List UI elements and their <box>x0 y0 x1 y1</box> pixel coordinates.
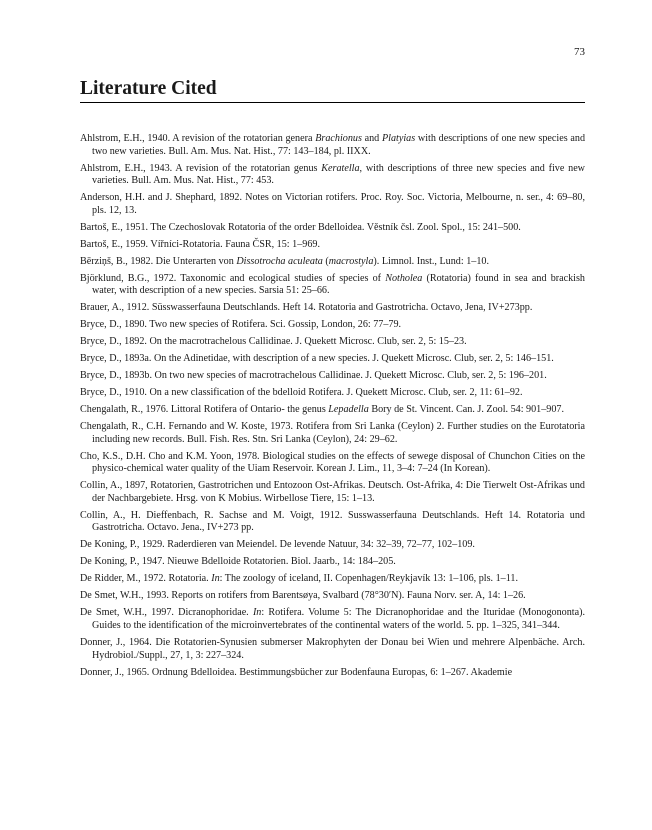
reference-text: De Koning, P., 1947. Nieuwe Bdelloide Rotatorien. Biol. Jaarb., 14: 184–205. <box>80 556 396 568</box>
reference-italic-text: Notholea <box>385 272 423 284</box>
reference-entry <box>80 336 585 349</box>
reference-text: Bory de St. Vincent. Can. J. Zool. 54: 901–907. <box>368 404 565 416</box>
reference-text: (Rotatoria) found in sea and brackish water, with description of a new species. Sarsia 51: 25–66. <box>92 272 585 297</box>
reference-entry <box>80 387 585 400</box>
reference-text: Collin, A., 1897, Rotatorien, Gastrotrichen und Entozoon Ost-Afrikas. Deutsch. Ost-Afrika, 4: Die Tierwelt Ost-Afrikas und der Nachbargebiete. Hrsg. von K Mobius. Wirbellose Tiere, 15: 1–13. <box>80 480 585 504</box>
reference-text: Collin, A., H. Dieffenbach, R. Sachse and M. Voigt, 1912. Susswasserfauna Deutschlands. Heft 14. Rotatoria und Gastrotricha. Octavo. Jena., IV+273 pp. <box>80 509 585 534</box>
reference-entry <box>80 451 585 476</box>
reference-entry <box>80 302 585 315</box>
reference-text: Donner, J., 1964. Die Rotatorien-Synusien submerser Makrophyten der Donau bei Wien und mehrere Alpenbäche. Arch. Hydrobiol./Suppl., 27, 1, 3: 227–324. <box>80 636 585 661</box>
reference-text: Ahlstrom, E.H., 1943. A revision of the rotatorian genus <box>80 162 322 174</box>
reference-entry <box>80 421 585 446</box>
page-title: Literature Cited <box>80 78 585 103</box>
reference-entry <box>80 590 585 603</box>
reference-entry <box>80 222 585 235</box>
reference-text: Cho, K.S., D.H. Cho and K.M. Yoon, 1978. Biological studies on the effects of sewege disposal of Chunchon Cities on the physico-chemical water quality of the Uiam Reservoir. Korean J. Lim., 11, 3–4: 7–24 (In Korean). <box>80 450 585 475</box>
reference-entry <box>80 192 585 217</box>
reference-entry <box>80 667 585 680</box>
reference-text: Anderson, H.H. and J. Shephard, 1892. Notes on Victorian rotifers. Proc. Roy. Soc. Victoria, Melbourne, n. ser., 4: 69–80, pls. 12, 13. <box>80 192 585 216</box>
reference-italic-text: Brachionus <box>315 133 362 144</box>
reference-entry <box>80 163 585 188</box>
reference-text: Bartoš, E., 1951. The Czechoslovak Rotatoria of the order Bdelloidea. Věstník čsl. Zool. Spol., 15: 241–500. <box>80 221 521 233</box>
reference-entry <box>80 353 585 366</box>
reference-text: : Rotifera. Volume 5: The Dicranophoridae and the Ituridae (Monogononta). Guides to the identification of the microinvertebrates of the continental waters of the world. 5. pp. 1–325, 341–344. <box>92 607 586 631</box>
reference-entry <box>80 319 585 332</box>
reference-italic-text: Keratella <box>321 162 360 174</box>
reference-italic-text: macrostyla <box>328 255 374 267</box>
reference-text: and <box>361 133 382 144</box>
reference-text: De Ridder, M., 1972. Rotatoria. <box>80 573 212 585</box>
reference-italic-text: In <box>252 607 262 619</box>
reference-entry <box>80 256 585 269</box>
reference-entry <box>80 637 585 662</box>
reference-italic-text: In <box>211 573 220 585</box>
reference-text: Bryce, D., 1910. On a new classification of the bdelloid Rotifera. J. Quekett Microsc. Club, ser. 2, 11: 61–92. <box>80 387 523 399</box>
reference-italic-text: Lepadella <box>328 404 369 416</box>
reference-entry <box>80 556 585 569</box>
reference-entry <box>80 510 585 535</box>
reference-text: Bērziņš, B., 1982. Die Unterarten von <box>80 255 237 267</box>
reference-text: : The zoology of iceland, II. Copenhagen/Reykjavík 13: 1–106, pls. 1–11. <box>219 573 518 585</box>
reference-text: Brauer, A., 1912. Süsswasserfauna Deutschlands. Heft 14. Rotatoria and Gastrotricha. Octavo, Jena, IV+273pp. <box>80 302 533 314</box>
reference-text: Bryce, D., 1892. On the macrotrachelous Callidinae. J. Quekett Microsc. Club, ser. 2, 5: 15–23. <box>80 336 467 348</box>
reference-entry <box>80 133 585 158</box>
reference-text: De Smet, W.H., 1997. Dicranophoridae. <box>80 607 253 619</box>
page-number: 73 <box>574 46 585 58</box>
reference-text: De Koning, P., 1929. Raderdieren van Meiendel. De levende Natuur, 34: 32–39, 72–77, 102–109. <box>80 539 475 551</box>
reference-text: ). Limnol. Inst., Lund: 1–10. <box>373 255 489 267</box>
reference-text: Chengalath, R., C.H. Fernando and W. Koste, 1973. Rotifera from Sri Lanka (Ceylon) 2. Further studies on the Eurotatoria including new records. Bull. Fish. Res. Stn. Sri Lanka (Ceylon), 24: 29–62. <box>80 421 585 445</box>
reference-text: Ahlstrom, E.H., 1940. A revision of the rotatorian genera <box>80 133 316 144</box>
reference-italic-text: Dissotrocha aculeata <box>236 255 323 267</box>
reference-text: De Smet, W.H., 1993. Reports on rotifers from Barentsøya, Svalbard (78°30′N). Fauna Norv. ser. A, 14: 1–26. <box>80 590 526 602</box>
reference-text: Bryce, D., 1893b. On two new species of macrotrachelous Callidinae. J. Quekett Microsc. Club, ser. 2, 5: 196–201. <box>80 370 547 382</box>
reference-entry <box>80 370 585 383</box>
reference-text: Bryce, D., 1890. Two new species of Rotifera. Sci. Gossip, London, 26: 77–79. <box>80 319 402 331</box>
reference-text: Björklund, B.G., 1972. Taxonomic and ecological studies of species of <box>80 272 386 284</box>
reference-entry <box>80 273 585 298</box>
reference-entry <box>80 607 585 632</box>
reference-entry <box>80 480 585 505</box>
reference-entry <box>80 539 585 552</box>
reference-text: , with descriptions of three new species and five new varieties. Bull. Am. Mus. Nat. Hist., 77: 453. <box>92 162 585 187</box>
reference-entry <box>80 573 585 586</box>
reference-text: with descriptions of one new species and two new varieties. Bull. Am. Mus. Nat. Hist., 77: 143–184, pl. IIXX. <box>92 133 586 157</box>
reference-text: ( <box>322 255 329 267</box>
reference-text: Donner, J., 1965. Ordnung Bdelloidea. Bestimmungsbücher zur Bodenfauna Europas, 6: 1–267. Akademie <box>80 666 513 678</box>
reference-list <box>80 133 585 684</box>
reference-text: Bryce, D., 1893a. On the Adinetidae, with description of a new species. J. Quekett Microsc. Club, ser. 2, 5: 146–151. <box>80 353 554 365</box>
reference-entry <box>80 404 585 417</box>
reference-italic-text: Platyias <box>381 133 416 144</box>
reference-text: Chengalath, R., 1976. Littoral Rotifera of Ontario- the genus <box>80 404 329 416</box>
reference-text: Bartoš, E., 1959. Vířníci-Rotatoria. Fauna ČSR, 15: 1–969. <box>80 238 320 250</box>
reference-entry <box>80 239 585 252</box>
